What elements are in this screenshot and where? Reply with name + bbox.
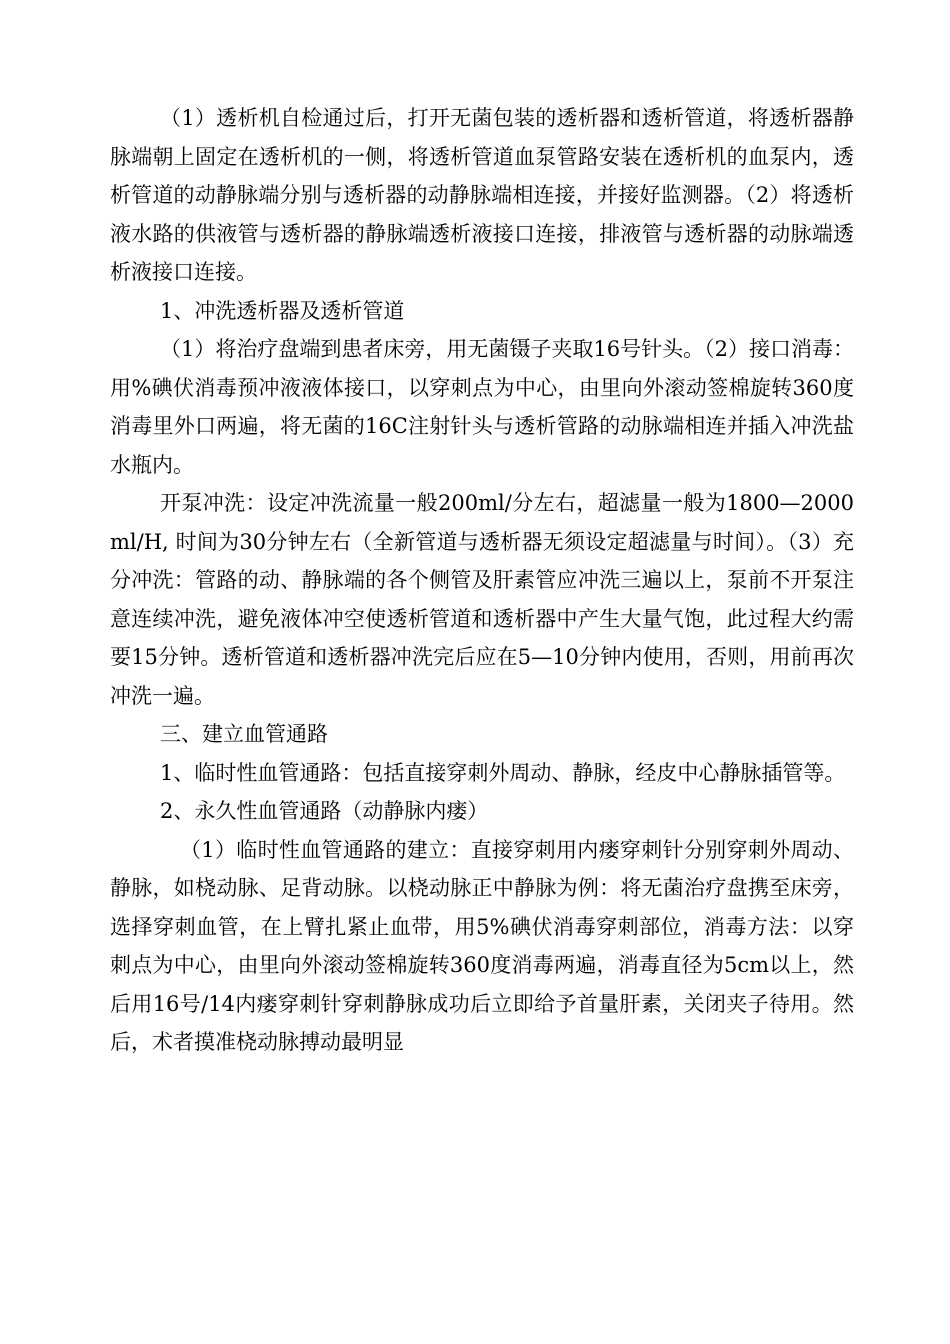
- paragraph-pump-flush: 开泵冲洗：设定冲洗流量一般200ml/分左右，超滤量一般为1800—2000ml/H, 时间为30分钟左右（全新管道与透析器无须设定超滤量与时间）。（3）充分冲洗：管路的动、静脉端的各个侧管及肝素管应冲洗三遍以上，泵前不开泵注意连续冲洗，避免液体冲空使透析管道和透析器中产生大量气饱，此过程大约需要15分钟。透析管道和透析器冲洗完后应在5—10分钟内使用，否则，用前再次冲洗一遍。: [110, 491, 854, 708]
- paragraph-temporary-access: 1、临时性血管通路：包括直接穿刺外周动、静脉，经皮中心静脉插管等。: [160, 760, 846, 785]
- paragraph-needle-disinfection: （1）将治疗盘端到患者床旁，用无菌镊子夹取16号针头。（2）接口消毒：用%碘伏消毒预冲液液体接口，以穿刺点为中心，由里向外滚动签棉旋转360度消毒里外口两遍，将无菌的16C注射针头与透析管路的动脉端相连并插入冲洗盐水瓶内。: [110, 337, 854, 477]
- document-body: [110, 99, 854, 1062]
- heading-flush-dialyzer: 1、冲洗透析器及透析管道: [160, 298, 405, 323]
- heading-permanent-access: 2、永久性血管通路（动静脉内瘘）: [160, 799, 489, 823]
- heading-vascular-access: 三、建立血管通路: [160, 722, 328, 746]
- paragraph-dialyzer-setup: （1）透析机自检通过后，打开无菌包装的透析器和透析管道，将透析器静脉端朝上固定在透析机的一侧，将透析管道血泵管路安装在透析机的血泵内，透析管道的动静脉端分别与透析器的动静脉端相连接，并接好监测器。（2）将透析液水路的供液管与透析器的静脉端透析液接口连接，排液管与透析器的动脉端透析液接口连接。: [110, 106, 854, 284]
- paragraph-temporary-access-procedure: （1）临时性血管通路的建立：直接穿刺用内瘘穿刺针分别穿刺外周动、静脉，如桡动脉、足背动脉。以桡动脉正中静脉为例：将无菌治疗盘携至床旁，选择穿刺血管，在上臂扎紧止血带，用5%碘伏消毒穿刺部位，消毒方法：以穿刺点为中心，由里向外滚动签棉旋转360度消毒两遍，消毒直径为5cm以上，然后用16号/14内瘘穿刺针穿刺静脉成功后立即给予首量肝素，关闭夹子待用。然后，术者摸准桡动脉搏动最明显: [110, 837, 854, 1054]
